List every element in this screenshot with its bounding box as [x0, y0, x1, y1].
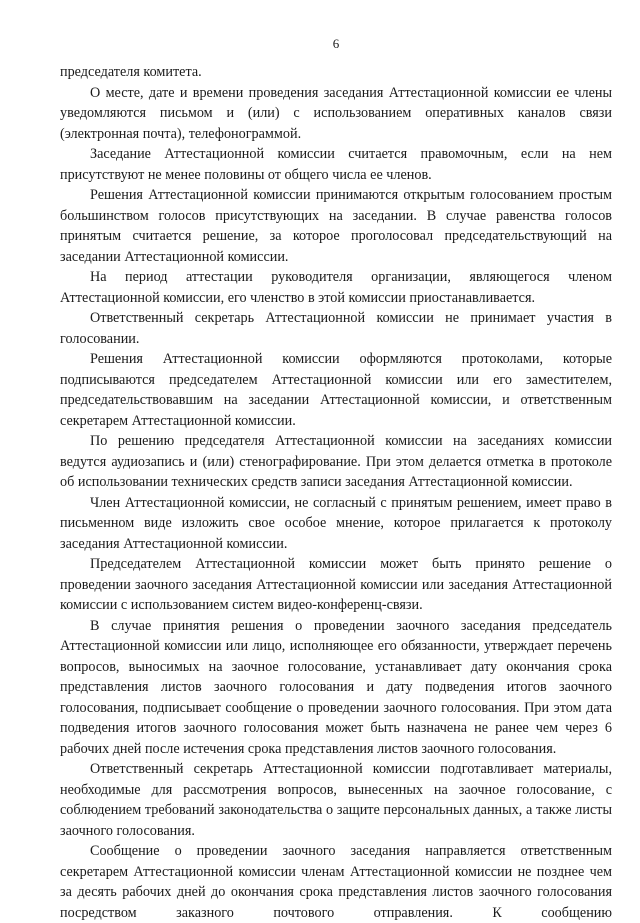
paragraph: На период аттестации руководителя организации, являющегося членом Аттестационной комиссии, его членство в этой комиссии приостанавливается.	[60, 269, 612, 306]
page-number: 6	[332, 36, 340, 51]
paragraph: О месте, дате и времени проведения заседания Аттестационной комиссии ее члены уведомляются письмом и (или) с использованием оперативных каналов связи (электронная почта), телефонограммой.	[60, 84, 612, 142]
paragraph: По решению председателя Аттестационной комиссии на заседаниях комиссии ведутся аудиозапись и (или) стенографирование. При этом делается отметка в протоколе об использовании технических средств записи заседания Аттестационной комиссии.	[60, 433, 612, 490]
document-body	[60, 62, 612, 923]
paragraph: председателя комитета.	[60, 64, 202, 80]
paragraph: Решения Аттестационной комиссии принимаются открытым голосованием простым большинством голосов присутствующих на заседании. В случае равенства голосов принятым считается решение, за которое проголосовал председательствующий на заседании Аттестационной комиссии.	[60, 187, 612, 265]
paragraph: Ответственный секретарь Аттестационной комиссии не принимает участия в голосовании.	[60, 310, 612, 347]
paragraph: В случае принятия решения о проведении заочного заседания председатель Аттестационной комиссии или лицо, исполняющее его обязанности, утверждает перечень вопросов, выносимых на заочное голосование, устанавливает дату окончания срока представления листов заочного голосования и дату подведения итогов заочного голосования, подписывает сообщение о проведении заочного голосования. При этом дата подведения итогов заочного голосования может быть назначена не ранее чем через 6 рабочих дней после истечения срока представления листов заочного голосования.	[60, 617, 612, 757]
paragraph: Решения Аттестационной комиссии оформляются протоколами, которые подписываются председателем Аттестационной комиссии или его заместителем, председательствовавшим на заседании Аттестационной комиссии, и ответственным секретарем Аттестационной комиссии.	[60, 351, 612, 429]
paragraph: Заседание Аттестационной комиссии считается правомочным, если на нем присутствуют не менее половины от общего числа ее членов.	[60, 146, 612, 183]
paragraph: Ответственный секретарь Аттестационной комиссии подготавливает материалы, необходимые для рассмотрения вопросов, вынесенных на заочное голосование, с соблюдением требований законодательства о защите персональных данных, а также листы заочного голосования.	[60, 761, 612, 839]
paragraph: Член Аттестационной комиссии, не согласный с принятым решением, имеет право в письменном виде изложить свое особое мнение, которое прилагается к протоколу заседания Аттестационной комиссии.	[60, 494, 612, 552]
paragraph: Сообщение о проведении заочного заседания направляется ответственным секретарем Аттестационной комиссии членам Аттестационной комиссии не позднее чем за десять рабочих дней до окончания срока представления листов заочного голосования посредством заказного почтового отправления. К сообщению	[60, 843, 612, 921]
paragraph: Председателем Аттестационной комиссии может быть принято решение о проведении заочного заседания Аттестационной комиссии или заседания Аттестационной комиссии с использованием систем видео-конференц-связи.	[60, 556, 612, 613]
